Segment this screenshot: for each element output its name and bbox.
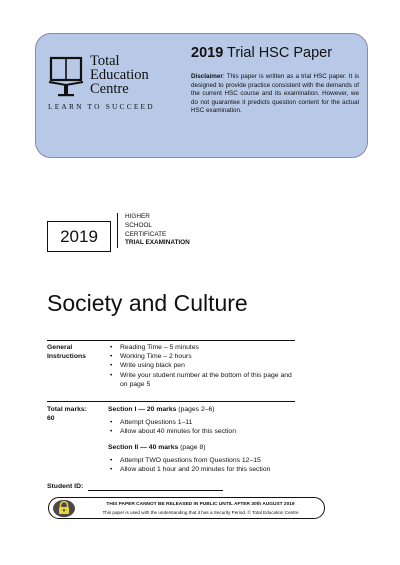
list-item: • Allow about 1 hour and 20 minutes for this section [108, 465, 298, 474]
list-item: • Working Time – 2 hours [108, 352, 298, 361]
disclaimer [191, 73, 359, 116]
exam-type-line: HIGHER [125, 213, 150, 220]
general-instructions-label: General Instructions [47, 344, 86, 360]
list-item: • Reading Time – 5 minutes [108, 343, 298, 352]
paper-title-text: Trial HSC Paper [223, 45, 333, 61]
paper-title [191, 45, 361, 61]
security-notice-text: This paper is used with the understanding that it has a Security Period. © Total Education Centre [102, 510, 299, 515]
logo-line: Total [90, 53, 120, 69]
book-icon [48, 54, 88, 98]
exam-year-box: 2019 [47, 221, 111, 252]
divider [47, 401, 295, 402]
security-notice-headline: THIS PAPER CANNOT BE RELEASED IN PUBLIC UNTIL AFTER 30th AUGUST 2019 [106, 502, 295, 507]
list-item: • Write your student number at the bottom of this page and on page 5 [108, 371, 298, 389]
total-marks-label: Total marks: 60 [47, 405, 107, 423]
student-id-label: Student ID: [47, 483, 84, 490]
disclaimer-label: Disclaimer [191, 73, 223, 80]
exam-type-line: CERTIFICATE [125, 230, 167, 238]
list-item: • Write using black pen [108, 361, 298, 370]
list-item: • Allow about 40 minutes for this section [108, 427, 298, 436]
exam-type [117, 213, 207, 248]
paper-title-year: 2019 [191, 45, 224, 61]
logo-tagline: LEARN TO SUCCEED [48, 102, 155, 111]
total-education-centre-logo [48, 54, 188, 134]
header-banner [35, 33, 368, 158]
exam-type-trial: TRIAL EXAMINATION [125, 239, 190, 247]
list-item: • Attempt TWO questions from Questions 12–15 [108, 456, 298, 465]
section-details [108, 405, 298, 474]
student-id-field[interactable] [88, 490, 223, 491]
subject-title: Society and Culture [47, 290, 248, 316]
security-notice [48, 497, 325, 519]
total-marks-value: 60 [47, 415, 55, 422]
general-instructions [108, 343, 298, 389]
logo-line: Centre [90, 81, 129, 97]
list-item: • Attempt Questions 1–11 [108, 418, 298, 427]
disclaimer-text: : This paper is written as a trial HSC paper. It is designed to provide practice consistent with the demands of the current HSC course and its examination. However, we do not guarantee it predicts question content for the actual HSC examination. [191, 73, 359, 115]
section-2-heading: Section II — 40 marks (page 8) [108, 443, 206, 451]
logo-line: Education [90, 67, 149, 83]
exam-type-line: SCHOOL [125, 221, 152, 229]
padlock-icon [52, 499, 76, 518]
section-1-heading: Section I — 20 marks (pages 2–6) [108, 406, 215, 413]
divider [47, 340, 295, 341]
logo-wordmark [90, 54, 190, 96]
